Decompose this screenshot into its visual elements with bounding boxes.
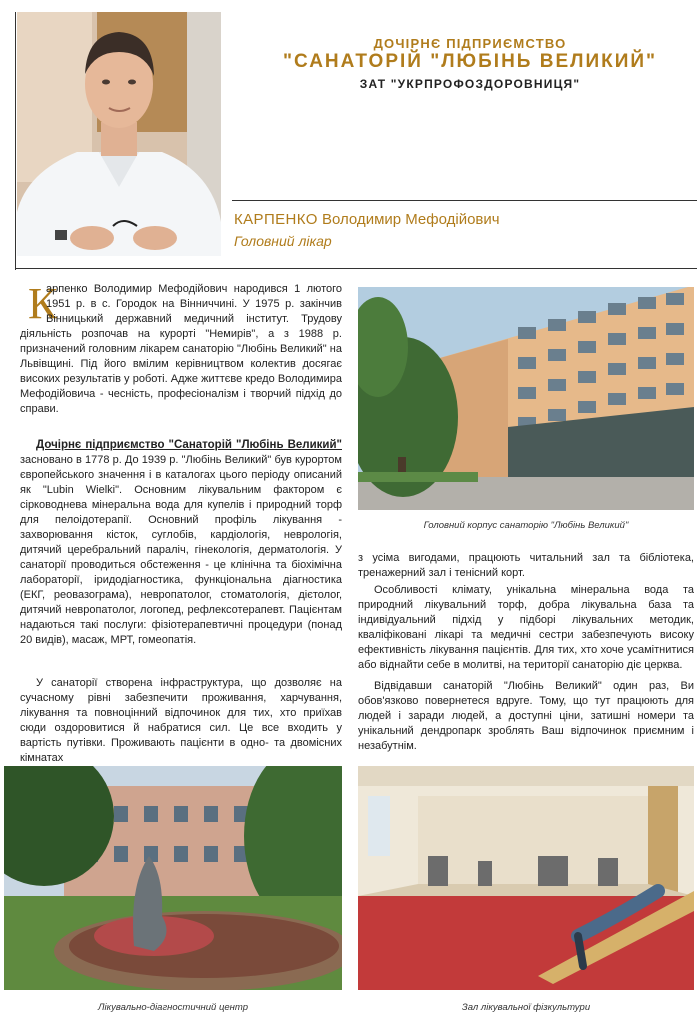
invitation-text: Відвідавши санаторій "Любінь Великий" один раз, Ви обов'язково повернетеся вдруге. Тому, що тут працюють для людей і заради людей, а доступні ціни, затишні номери та унікальний дендропарк зроблять Ваш відпочинок приємним і незабутнім. xyxy=(358,680,694,752)
infrastructure-continued xyxy=(358,551,694,581)
climate-text: Особливості клімату, унікальна мінеральна вода та природний лікувальний торф, добра лікувальна база та індивідуальний підхід у підборі лікувальних методик, кваліфіковані лікарі та медичні сестри забезпечують високу ефективність лікування пацієнтів. Для тих, хто хоче усамітнитися або віднайти себе в молитві, на території санаторію діє церква. xyxy=(358,584,694,671)
org-name: "САНАТОРІЙ "ЛЮБІНЬ ВЕЛИКИЙ" xyxy=(282,51,658,72)
diagnostic-center-caption: Лікувально-діагностичний центр xyxy=(98,1002,248,1013)
person-given-name: Володимир Мефодійович xyxy=(321,211,500,228)
org-parent: ЗАТ "УКРПРОФОЗДОРОВНИЦЯ" xyxy=(359,77,581,91)
exercise-hall-photo xyxy=(358,766,694,990)
history-text: засновано в 1778 р. До 1939 р. "Любінь Великий" був курортом європейського значення і в каталогах цього періоду описаний як "Lubin Wielki". Основним лікувальним фактором є сірководнева мінеральна вода для купелів і природний торф для пелоідотерапії. Основний профіль лікування - захворювання кісток, суглобів, кардіологія, неврологія, дитячий церебральний параліч, гінекологія, дерматологія. У санаторії проводиться обстеження - це клінічна та біохімічна лабораторії, іридодіагностика, функціональна діагностика (ЕКГ, реовазограма), невропатолог, стоматологія, дієтолог, дитячий невропатолог, логопед, рефлексотерапевт. Пацієнтам надаються такі послуги: фізіотерапевтичні процедури (понад 20 видів), масаж, МРТ, гомеопатія. xyxy=(20,454,342,646)
person-surname: КАРПЕНКО xyxy=(234,211,318,228)
infrastructure-continued-text: з усіма вигодами, працюють читальний зал та бібліотека, тренажерний зал і тенісний корт. xyxy=(358,552,694,579)
bio-text: арпенко Володимир Мефодійович народився 1 лютого 1951 р. в с. Городок на Вінниччині. У 1975 р. закінчив Вінницький державний медичний інститут. Трудову діяльність розпочав на курорті "Немирів", а з 1988 р. призначений головним лікарем санаторію "Любінь Великий" на Львівщині. Під його вмілим керівництвом колектив досягає високих результатів у роботі. Адже життєве кредо Володимира Мефодійовича - чесність, професіоналізм і творчий підхід до справи. xyxy=(20,283,342,415)
person-title: Головний лікар xyxy=(234,233,332,249)
invitation-paragraph xyxy=(358,679,694,754)
main-building-photo xyxy=(358,287,694,510)
infrastructure-paragraph xyxy=(20,676,342,766)
org-type: ДОЧІРНЄ ПІДПРИЄМСТВО xyxy=(373,36,567,51)
portrait-photo xyxy=(17,12,221,256)
exercise-hall-caption: Зал лікувальної фізкультури xyxy=(461,1002,591,1013)
header-frame-left xyxy=(15,12,16,270)
person-name xyxy=(234,211,500,228)
history-lead: Дочірнє підприємство "Санаторій "Любінь Великий" xyxy=(36,439,342,451)
bio-paragraph xyxy=(20,279,342,417)
history-paragraph xyxy=(20,438,342,648)
infrastructure-text: У санаторії створена інфраструктура, що дозволяє на сучасному рівні забезпечити проживання, харчування, лікування та повноцінний відпочинок для тих, хто приїхав сюди оздоровитися й набратися сил. Це все входить у вартість путівки. Проживають пацієнти в одно- та двомісних кімнатах xyxy=(20,677,342,764)
name-divider xyxy=(232,200,697,201)
climate-paragraph xyxy=(358,583,694,673)
building-caption: Головний корпус санаторію "Любінь Великий" xyxy=(423,520,629,531)
diagnostic-center-photo xyxy=(4,766,342,990)
drop-cap: К xyxy=(28,279,58,328)
header-frame-bottom xyxy=(15,268,697,269)
